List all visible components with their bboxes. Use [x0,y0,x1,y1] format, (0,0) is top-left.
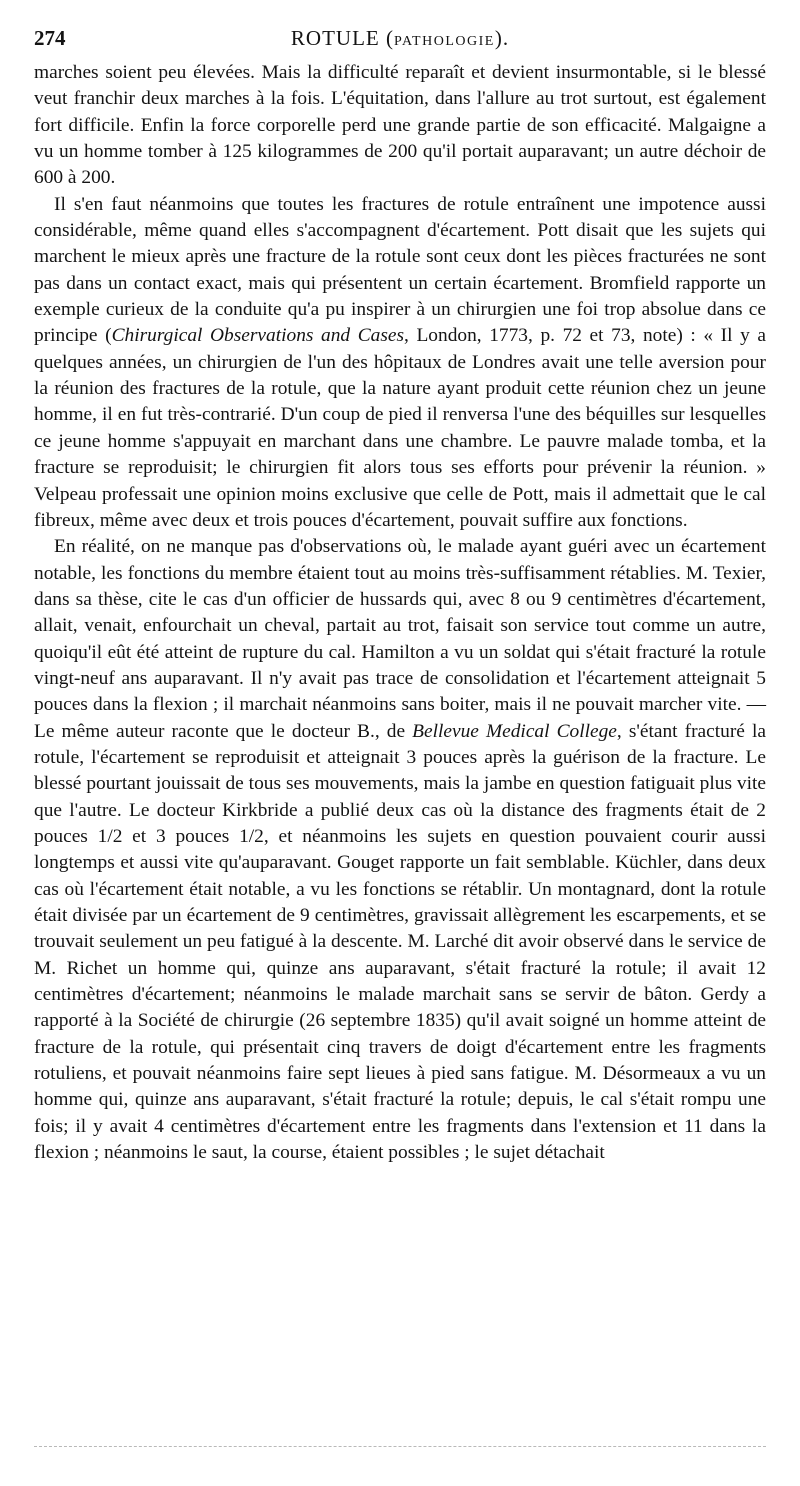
book-page [34,26,766,1166]
paragraph-3-text-a: En réalité, on ne manque pas d'observations où, le malade ayant guéri avec un écartement notable, les fonctions du membre étaient tout au moins très-suffisamment rétablies. M. Texier, dans sa thèse, cite le cas d'un officier de hussards qui, avec 8 ou 9 centimètres d'écartement, allait, venait, enfourchait un cheval, partait au trot, faisait son service tout comme un autre, quoiqu'il eût été atteint de rupture du cal. Hamilton a vu un soldat qui s'était fracturé la rotule vingt-neuf ans auparavant. Il n'y avait pas trace de consolidation et l'écartement atteignait 5 pouces dans la flexion ; il marchait néanmoins sans boiter, mais il ne pouvait marcher vite. — Le même auteur raconte que le docteur B., de [34,536,766,742]
running-head-subtitle: PATHOLOGIE [394,34,495,49]
paragraph-1: marches soient peu élevées. Mais la difficulté reparaît et devient insurmontable, si le blessé veut franchir deux marches à la fois. L'équitation, dans l'allure au trot surtout, est également fort difficile. Enfin la force corporelle perd une grande partie de son efficacité. Malgaigne a vu un homme tomber à 125 kilogrammes de 200 qu'il portait auparavant; un autre déchoir de 600 à 200. [34,62,766,189]
running-head [34,26,766,51]
paragraph-2-text-a: Il s'en faut néanmoins que toutes les fractures de rotule entraînent une impotence aussi considérable, même quand elles s'accompagnent d'écartement. Pott disait que les sujets qui marchent le mieux après une fracture de la rotule sont ceux dont les pièces fracturées ne sont pas dans un contact exact, mais qui présentent un certain écartement. Bromfield rapporte un exemple curieux de la conduite qu'a pu inspirer à un chirurgien une foi trop absolue dans ce principe ( [34,193,766,347]
page-header [34,26,766,60]
page-number: 274 [34,26,66,50]
paragraph-2 [34,192,766,534]
book-title-citation: Chirurgical Observations and Cases [111,325,405,347]
footer-rule [34,1446,766,1447]
college-name: Bellevue Medical College [412,720,617,742]
paragraph-3-text-b: , s'étant fracturé la rotule, l'écartement se reproduisit et atteignait 3 pouces après la guérison de la fracture. Le blessé pourtant jouissait de tous ses mouvements, mais la jambe en question fatiguait plus vite que l'autre. Le docteur Kirkbride a publié deux cas où la distance des fragments était de 2 pouces 1/2 et 3 pouces 1/2, et néanmoins les sujets en question pouvaient courir aussi longtemps et aussi vite qu'auparavant. Gouget rapporte un fait semblable. Küchler, dans deux cas où l'écartement était notable, a vu les fonctions se rétablir. Un montagnard, dont la rotule était divisée par un écartement de 9 centimètres, gravissait allègrement les escarpements, et se trouvait seulement un peu fatigué à la descente. M. Larché dit avoir observé dans le service de M. Richet un homme qui, quinze ans auparavant, s'était fracturé la rotule; il avait 12 centimètres d'écartement; néanmoins le malade marchait sans se servir de bâton. Gerdy a rapporté à la Société de chirurgie (26 septembre 1835) qu'il avait soigné un homme atteint de fracture de la rotule, qui présentait cinq travers de doigt d'écartement entre les fragments rotuliens, et pouvait néanmoins faire sept lieues à pied sans fatigue. M. Désormeaux a vu un homme qui, quinze ans auparavant, s'était fracturé la rotule; depuis, le cal s'était rompu une fois; il y avait 4 centimètres d'écartement entre les fragments dans l'extension et 11 dans la flexion ; néanmoins le saut, la course, étaient possibles ; le sujet détachait [34,720,766,1164]
running-head-main: ROTULE ( [290,26,394,50]
running-head-end: ). [494,26,510,50]
paragraph-2-text-b: , London, 1773, p. 72 et 73, note) : « Il y a quelques années, un chirurgien de l'un des hôpitaux de Londres avait une telle aversion pour la réunion des fractures de la rotule, que la nature ayant produit cette réunion chez un jeune homme, il en fut très-contrarié. D'un coup de pied il renversa l'une des béquilles sur lesquelles ce jeune homme s'appuyait en marchant dans une chambre. Le pauvre malade tomba, et la fracture se reproduisit; le chirurgien fit alors tous ses efforts pour prévenir la réunion. » Velpeau professait une opinion moins exclusive que celle de Pott, mais il admettait que le cal fibreux, même avec deux et trois pouces d'écartement, pouvait suffire aux fonctions. [34,325,766,531]
paragraph-3 [34,534,766,1166]
body-text [34,60,766,1166]
